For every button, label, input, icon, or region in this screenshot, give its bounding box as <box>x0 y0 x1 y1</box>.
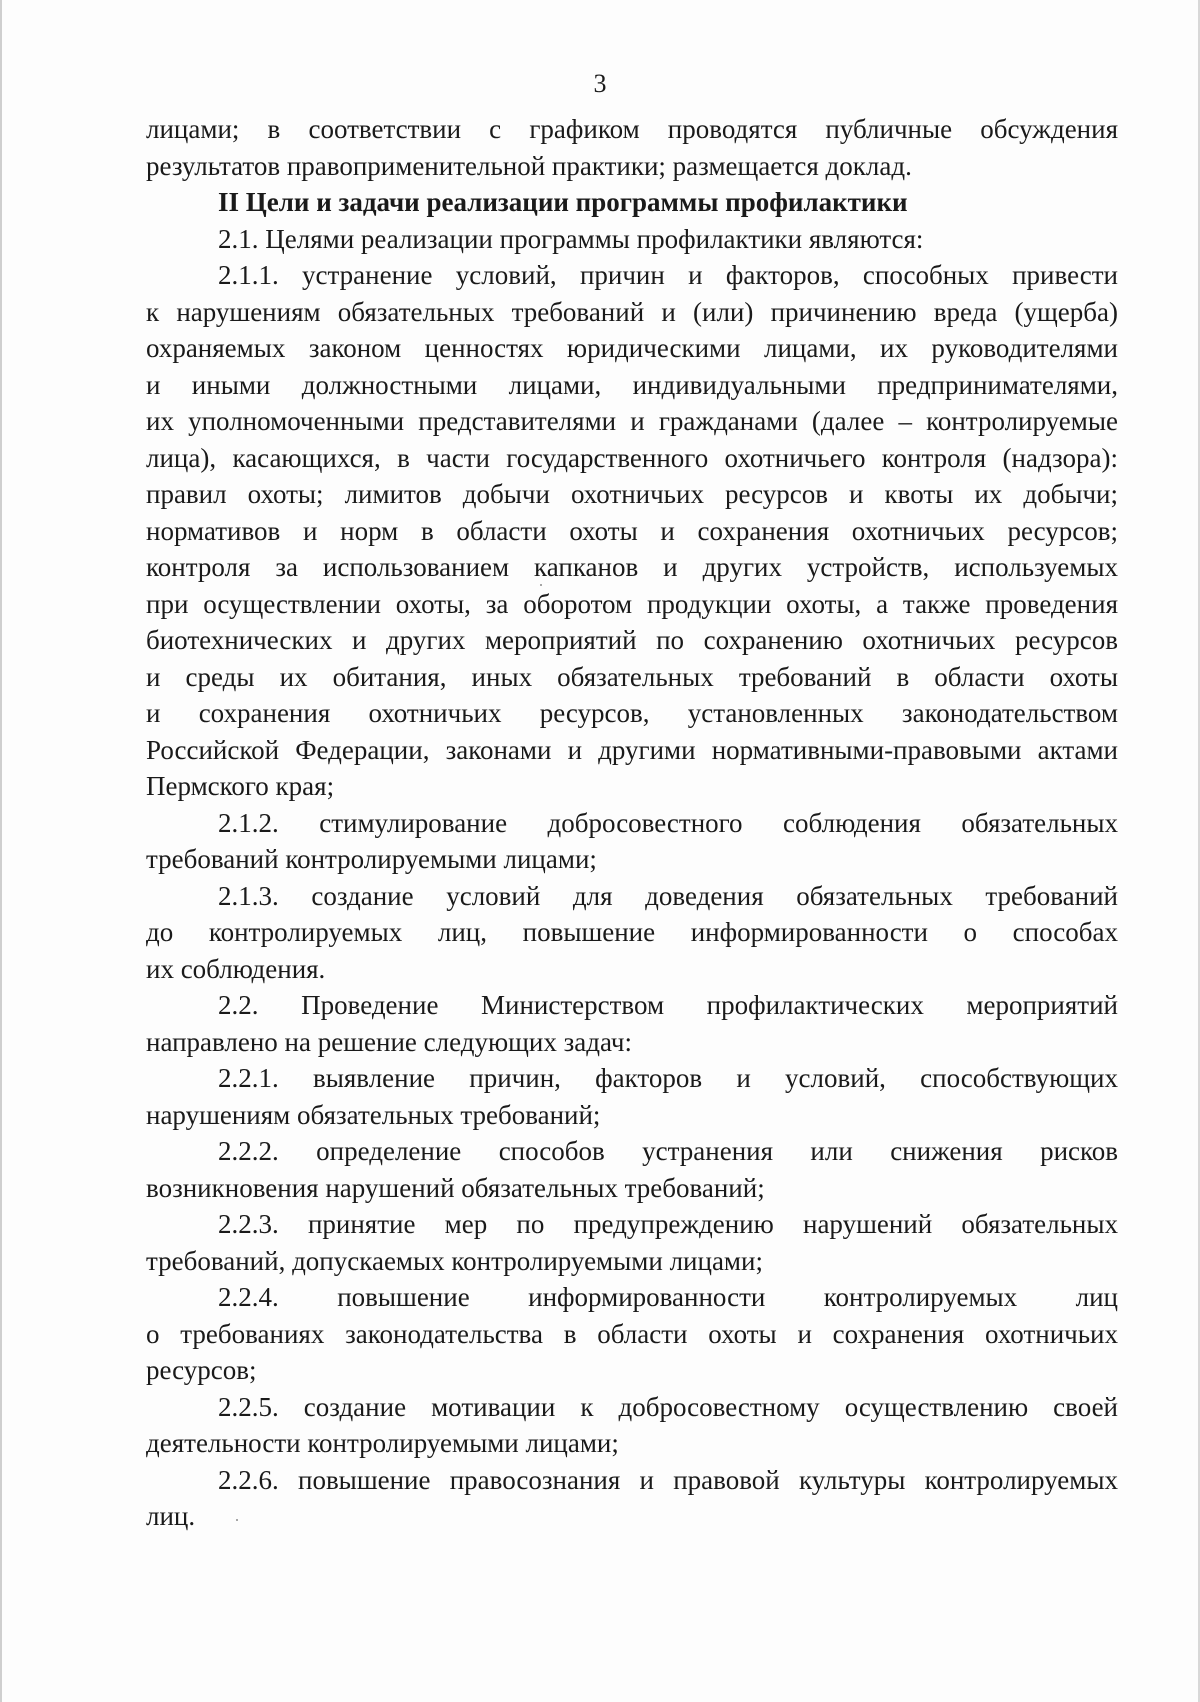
text-line: и сохранения охотничьих ресурсов, установленных законодательством <box>146 698 1118 728</box>
text-line: нормативов и норм в области охоты и сохранения охотничьих ресурсов; <box>146 515 1118 546</box>
text-line: охраняемых законом ценностях юридическими лицами, их руководителями <box>146 333 1118 363</box>
text-line: правил охоты; лимитов добычи охотничьих ресурсов и квоты их добычи; <box>146 479 1118 509</box>
text-line: 2.2.1. выявление причин, факторов и условий, способствующих <box>218 1063 1118 1093</box>
page-number: 3 <box>593 69 607 98</box>
text-line: их соблюдения. <box>146 953 326 984</box>
text-line: и среды их обитания, иных обязательных требований в области охоты <box>146 661 1118 692</box>
text-line: 2.2.3. принятие мер по предупреждению нарушений обязательных <box>218 1209 1118 1239</box>
text-line: контроля за использованием капканов и других устройств, используемых <box>146 552 1118 582</box>
text-line: 2.1.2. стимулирование добросовестного соблюдения обязательных <box>218 807 1118 838</box>
text-line: и иными должностными лицами, индивидуальными предпринимателями, <box>146 369 1118 400</box>
text-line: ресурсов; <box>146 1355 257 1385</box>
text-line: направлено на решение следующих задач: <box>146 1026 632 1057</box>
text-line: лицами; в соответствии с графиком проводятся публичные обсуждения <box>146 114 1118 144</box>
text-line: 2.2.6. повышение правосознания и правовой культуры контролируемых <box>218 1464 1118 1495</box>
text-line: 2.2.5. создание мотивации к добросовестному осуществлению своей <box>218 1391 1118 1422</box>
scan-edge-left <box>0 0 2 1702</box>
text-line: до контролируемых лиц, повышение информированности о способах <box>146 917 1118 947</box>
text-line: 2.2.4. повышение информированности контролируемых лиц <box>218 1282 1118 1312</box>
text-line: при осуществлении охоты, за оборотом продукции охоты, а также проведения <box>146 588 1118 619</box>
scan-speck <box>236 1519 238 1521</box>
text-line: лиц. <box>146 1501 196 1531</box>
text-line: лица), касающихся, в части государственного охотничьего контроля (надзора): <box>146 442 1118 473</box>
scan-speck <box>540 584 542 586</box>
section-heading: II Цели и задачи реализации программы профилактики <box>218 187 908 217</box>
text-line: нарушениям обязательных требований; <box>146 1099 601 1130</box>
text-line: результатов правоприменительной практики; размещается доклад. <box>146 150 912 181</box>
text-line: биотехнических и других мероприятий по сохранению охотничьих ресурсов <box>146 625 1118 655</box>
text-line: 2.1.1. устранение условий, причин и факторов, способных привести <box>218 260 1118 290</box>
text-line: деятельности контролируемыми лицами; <box>146 1428 619 1458</box>
text-line: возникновения нарушений обязательных требований; <box>146 1172 765 1203</box>
text-line: 2.1. Целями реализации программы профилактики являются: <box>218 223 924 254</box>
text-line: 2.1.3. создание условий для доведения обязательных требований <box>218 880 1118 911</box>
text-line: требований контролируемыми лицами; <box>146 844 597 874</box>
text-line: Российской Федерации, законами и другими нормативными-правовыми актами <box>146 734 1118 765</box>
text-line: их уполномоченными представителями и гражданами (далее – контролируемые <box>146 406 1118 436</box>
text-line: 2.2. Проведение Министерством профилактических мероприятий <box>218 990 1118 1020</box>
text-line: к нарушениям обязательных требований и (или) причинению вреда (ущерба) <box>146 296 1118 327</box>
text-line: Пермского края; <box>146 771 335 801</box>
document-body <box>146 111 1118 1535</box>
text-line: о требованиях законодательства в области охоты и сохранения охотничьих <box>146 1318 1118 1349</box>
text-line: требований, допускаемых контролируемыми лицами; <box>146 1245 763 1276</box>
text-line: 2.2.2. определение способов устранения или снижения рисков <box>218 1136 1118 1166</box>
